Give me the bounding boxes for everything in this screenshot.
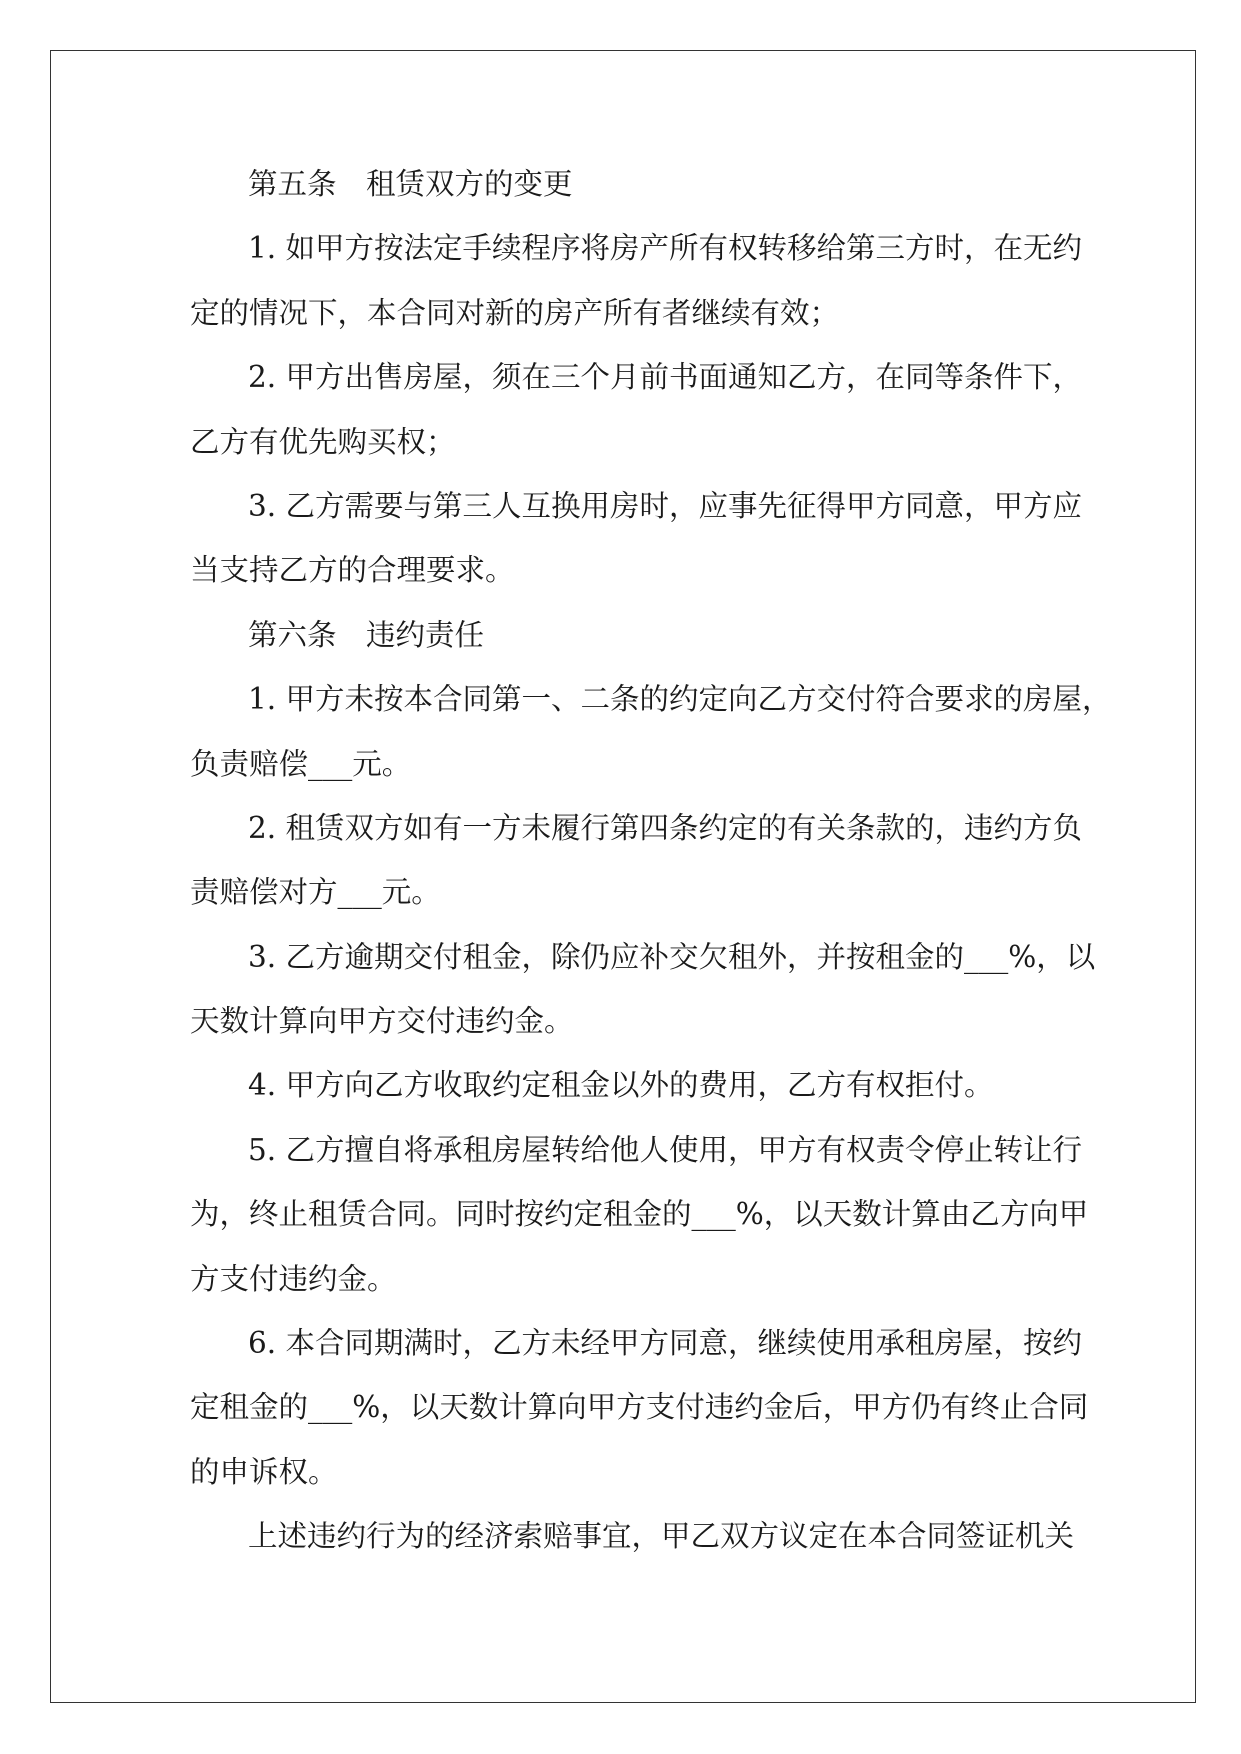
paragraph-line: 定租金的___%，以天数计算向甲方支付违约金后，甲方仍有终止合同 (190, 1390, 1089, 1425)
paragraph-line: 当支持乙方的合理要求。 (190, 553, 515, 588)
document-body (190, 152, 1112, 1569)
paragraph-line: 的申诉权。 (190, 1454, 338, 1489)
paragraph-line: 3. 乙方需要与第三人互换用房时，应事先征得甲方同意，甲方应 (248, 488, 1083, 523)
article-title: 违约责任 (366, 617, 485, 652)
paragraph-line: 定的情况下，本合同对新的房产所有者继续有效； (190, 295, 840, 330)
paragraph-line: 2. 甲方出售房屋，须在三个月前书面通知乙方，在同等条件下， (248, 360, 1083, 395)
paragraph-line: 负责赔偿___元。 (190, 746, 412, 781)
paragraph-line: 乙方有优先购买权； (190, 424, 456, 459)
article-number: 第六条 (248, 617, 337, 652)
paragraph-line: 3. 乙方逾期交付租金，除仍应补交欠租外，并按租金的___%，以 (248, 939, 1096, 974)
paragraph-line: 6. 本合同期满时，乙方未经甲方同意，继续使用承租房屋，按约 (248, 1326, 1083, 1361)
paragraph-line: 上述违约行为的经济索赔事宜，甲乙双方议定在本合同签证机关 (248, 1519, 1075, 1554)
paragraph-line: 2. 租赁双方如有一方未履行第四条约定的有关条款的，违约方负 (248, 810, 1083, 845)
article-heading (190, 603, 1060, 667)
paragraph-line: 方支付违约金。 (190, 1261, 397, 1296)
paragraph-line: 1. 甲方未按本合同第一、二条的约定向乙方交付符合要求的房屋， (248, 682, 1112, 717)
article-heading (190, 152, 1060, 216)
article-title: 租赁双方的变更 (366, 167, 573, 201)
paragraph-line: 责赔偿对方___元。 (190, 875, 441, 910)
paragraph-line: 5. 乙方擅自将承租房屋转给他人使用，甲方有权责令停止转让行 (248, 1132, 1083, 1167)
paragraph-line: 天数计算向甲方交付违约金。 (190, 1004, 574, 1039)
paragraph-line: 4. 甲方向乙方收取约定租金以外的费用，乙方有权拒付。 (248, 1068, 994, 1103)
article-number: 第五条 (248, 167, 337, 201)
paragraph-line: 为，终止租赁合同。同时按约定租金的___%，以天数计算由乙方向甲 (190, 1197, 1089, 1232)
paragraph-line: 1. 如甲方按法定手续程序将房产所有权转移给第三方时，在无约 (248, 231, 1083, 266)
